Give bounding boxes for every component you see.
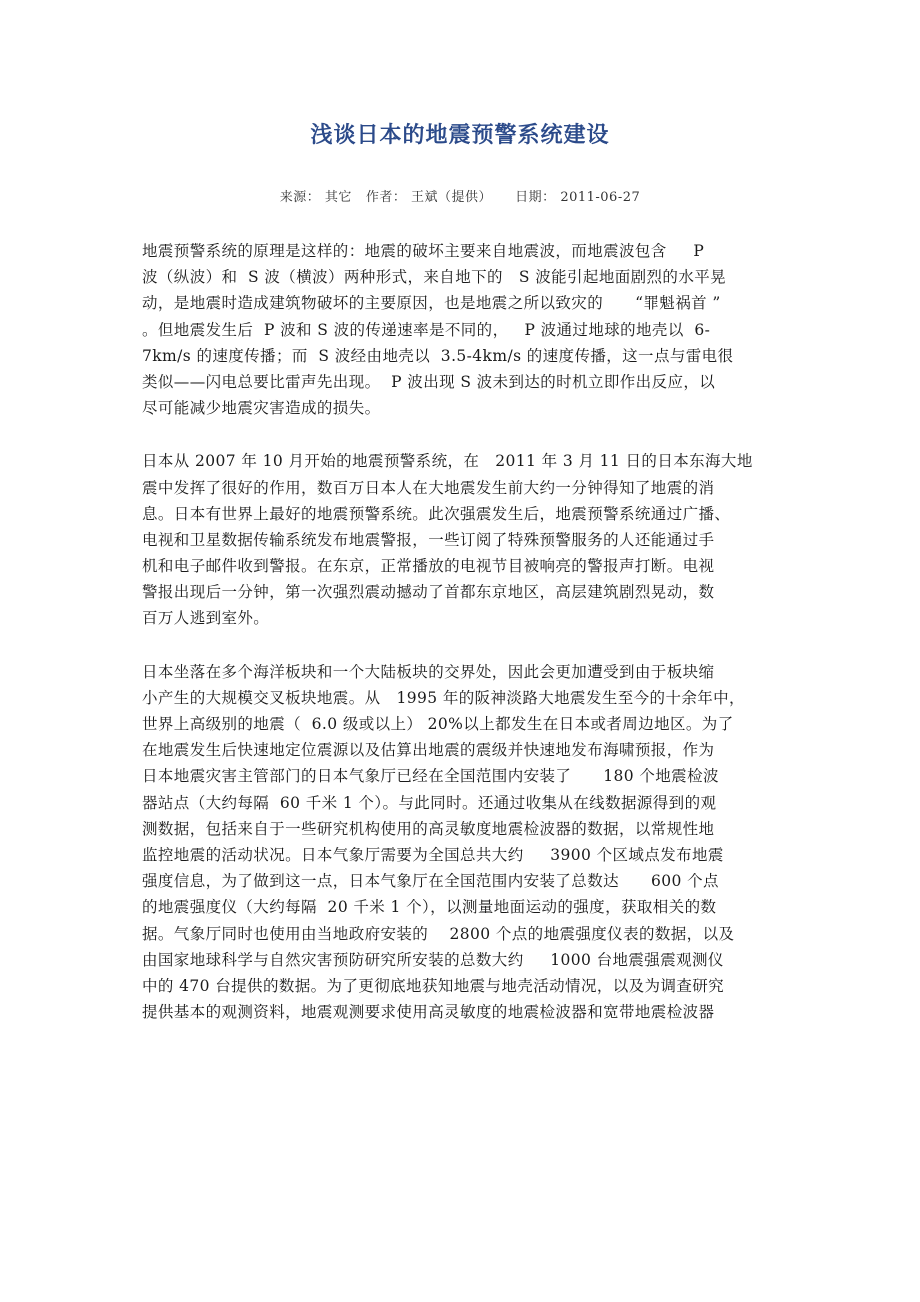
paragraph-1 (142, 238, 782, 421)
article-meta (0, 186, 920, 205)
date-value: 2011-06-27 (560, 190, 641, 205)
paragraph-line: 提供基本的观测资料，地震观测要求使用高灵敏度的地震检波器和宽带地震检波器 (142, 1003, 715, 1022)
paragraph-line: 器站点（大约每隔 60 千米 1 个）。与此同时。还通过收集从在线数据源得到的观 (142, 793, 717, 812)
source-value: 其它 (324, 190, 352, 205)
paragraph-line: 地震预警系统的原理是这样的：地震的破坏主要来自地震波，而地震波包含 P (142, 242, 705, 260)
paragraph-line: 动，是地震时造成建筑物破坏的主要原因，也是地震之所以致灾的 “罪魁祸首 ” (142, 294, 721, 313)
paragraph-line: 类似——闪电总要比雷声先出现。 P 波出现 S 波未到达的时机立即作出反应，以 (142, 372, 716, 391)
paragraph-line: 据。气象厅同时也使用由当地政府安装的 2800 个点的地震强度仪表的数据，以及 (142, 924, 735, 943)
article-title: 浅谈日本的地震预警系统建设 (310, 123, 610, 148)
paragraph-line: 电视和卫星数据传输系统发布地震警报，一些订阅了特殊预警服务的人还能通过手 (142, 530, 715, 549)
paragraph-line: 日本坐落在多个海洋板块和一个大陆板块的交界处，因此会更加遭受到由于板块缩 (142, 662, 715, 681)
paragraph-line: 在地震发生后快速地定位震源以及估算出地震的震级并快速地发布海啸预报，作为 (142, 741, 715, 760)
paragraph-line: 监控地震的活动状况。日本气象厅需要为全国总共大约 3900 个区域点发布地震 (142, 845, 724, 864)
paragraph-line: 波（纵波）和 S 波（横波）两种形式，来自地下的 S 波能引起地面剧烈的水平晃 (142, 268, 727, 287)
paragraph-line: 测数据，包括来自于一些研究机构使用的高灵敏度地震检波器的数据，以常规性地 (142, 819, 715, 838)
source-label: 来源： (279, 190, 321, 205)
author-label: 作者： (365, 190, 407, 205)
paragraph-line: 7km/s 的速度传播；而 S 波经由地壳以 3.5-4km/s 的速度传播，这一点与雷电很 (142, 346, 734, 365)
author-value: 王斌（提供） (410, 190, 492, 205)
paragraph-line: 中的 470 台提供的数据。为了更彻底地获知地震与地壳活动情况，以及为调查研究 (142, 976, 725, 995)
paragraph-line: 警报出现后一分钟，第一次强烈震动撼动了首都东京地区，高层建筑剧烈晃动，数 (142, 583, 715, 602)
paragraph-line: 。但地震发生后 P 波和 S 波的传递速率是不同的， P 波通过地球的地壳以 6- (142, 320, 711, 339)
paragraph-line: 震中发挥了很好的作用，数百万日本人在大地震发生前大约一分钟得知了地震的消 (142, 478, 715, 497)
paragraph-line: 百万人逃到室外。 (142, 609, 270, 628)
paragraph-line: 小产生的大规模交叉板块地震。从 1995 年的阪神淡路大地震发生至今的十余年中， (142, 688, 745, 707)
date-label: 日期： (515, 190, 556, 205)
paragraph-line: 日本从 2007 年 10 月开始的地震预警系统，在 2011 年 3 月 11 日的日本东海大地 (142, 452, 753, 471)
paragraph-line: 由国家地球科学与自然灾害预防研究所安装的总数大约 1000 台地震强震观测仪 (142, 950, 724, 969)
paragraph-line: 尽可能减少地震灾害造成的损失。 (142, 399, 381, 418)
paragraph-line: 息。日本有世界上最好的地震预警系统。此次强震发生后，地震预警系统通过广播、 (142, 504, 731, 523)
paragraph-line: 强度信息，为了做到这一点，日本气象厅在全国范围内安装了总数达 600 个点 (142, 872, 719, 891)
paragraph-line: 机和电子邮件收到警报。在东京，正常播放的电视节目被响亮的警报声打断。电视 (142, 557, 715, 576)
paragraph-2 (142, 448, 782, 631)
paragraph-line: 的地震强度仪（大约每隔 20 千米 1 个），以测量地面运动的强度，获取相关的数 (142, 898, 717, 917)
paragraph-3 (142, 659, 782, 1026)
paragraph-line: 日本地震灾害主管部门的日本气象厅已经在全国范围内安装了 180 个地震检波 (142, 767, 719, 786)
paragraph-line: 世界上高级别的地震（ 6.0 级或以上） 20%以上都发生在日本或者周边地区。为了 (142, 715, 734, 733)
article-body (142, 238, 782, 1052)
